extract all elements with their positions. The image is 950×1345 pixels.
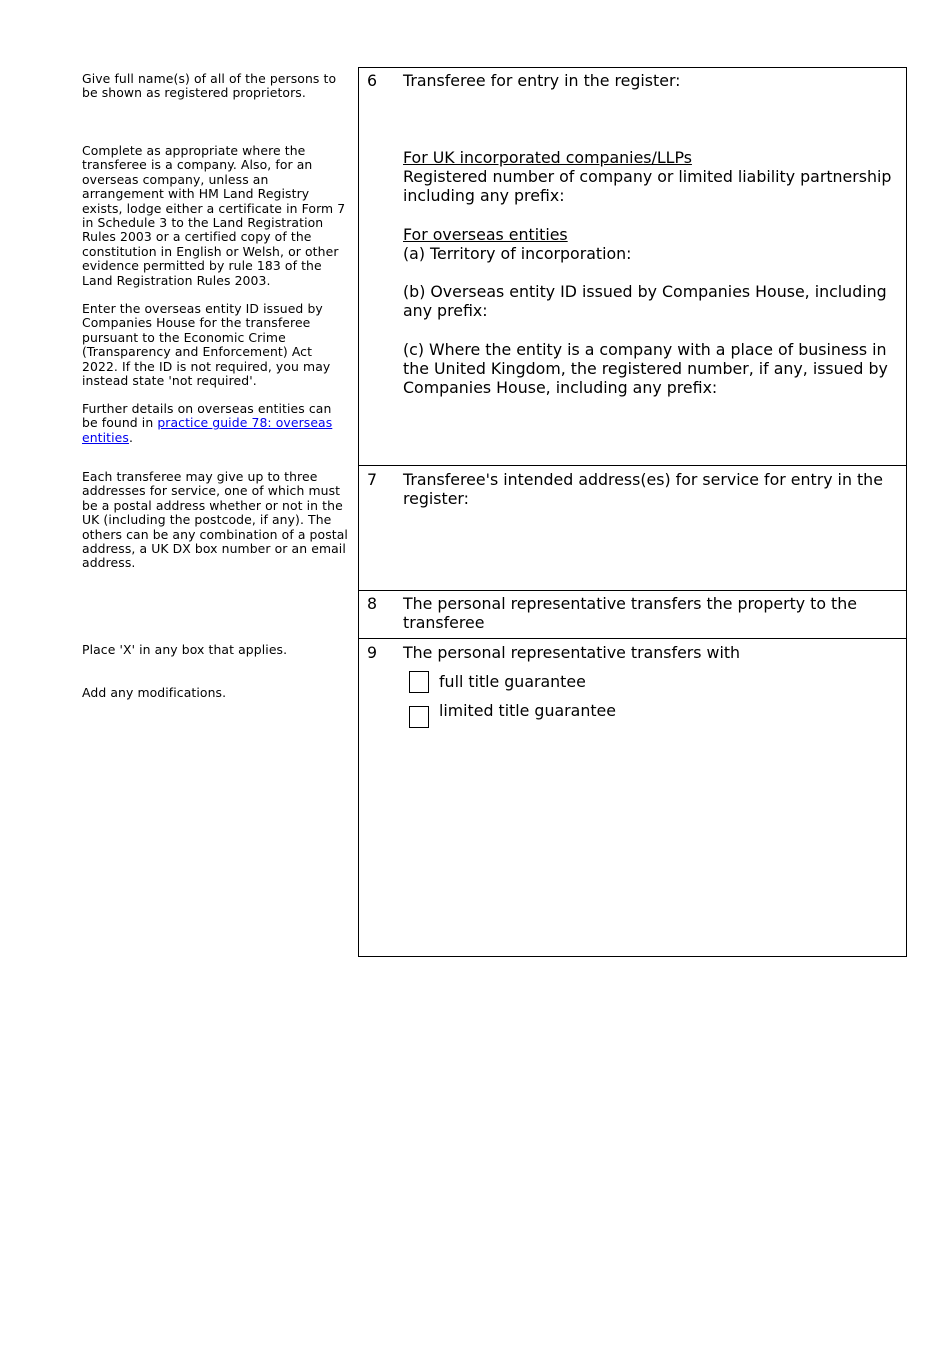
note-6b-text: Complete as appropriate where the transferee is a company. Also, for an overseas company, unless an arrangement with HM Land Registry exists, lodge either a certificate in Form 7 in Schedule 3 to the Land Registration Rules 2003 or a certified copy of the constitution in English or Welsh, or other evidence permitted by rule 183 of the Land Registration Rules 2003. (82, 143, 346, 288)
panel-6-uk-section[interactable] (403, 148, 893, 206)
note-addresses-for-service (82, 470, 348, 571)
note-overseas-entity-id (82, 302, 348, 388)
note-company-transferee (82, 144, 348, 288)
panel-divider-7-8 (358, 590, 907, 591)
limited-title-guarantee-label: limited title guarantee (439, 701, 616, 720)
limited-title-guarantee-checkbox[interactable] (409, 706, 429, 728)
note-7-text: Each transferee may give up to three addresses for service, one of which must be a postal address whether or not in the UK (including the postcode, if any). The others can be any combination of a postal address, a UK DX box number or an email address. (82, 469, 348, 571)
note-6a-text: Give full name(s) of all of the persons to be shown as registered proprietors. (82, 71, 337, 101)
panel-6-number: 6 (367, 71, 378, 90)
panel-7-number: 7 (367, 470, 378, 489)
panel-9-text: The personal representative transfers with (403, 643, 741, 662)
practice-guide-78-link[interactable]: practice guide 78: overseas entities (82, 415, 333, 445)
note-6d-paragraph (82, 402, 348, 445)
full-title-guarantee-label: full title guarantee (439, 672, 586, 691)
uk-place-of-business-label: (c) Where the entity is a company with a place of business in the United Kingdom, the registered number, if any, issued by Companies House, including any prefix: (403, 340, 888, 398)
uk-registered-number-label: Registered number of company or limited liability partnership including any prefix: (403, 167, 892, 206)
uk-companies-heading: For UK incorporated companies/LLPs (403, 148, 692, 167)
panel-8-text: The personal representative transfers the property to the transferee (403, 594, 857, 633)
overseas-entity-id-label: (b) Overseas entity ID issued by Companies House, including any prefix: (403, 282, 887, 321)
panel-divider-8-9 (358, 638, 907, 639)
note-9b-text: Add any modifications. (82, 685, 227, 700)
territory-of-incorporation-label: (a) Territory of incorporation: (403, 244, 632, 264)
overseas-entities-heading: For overseas entities (403, 225, 568, 244)
note-9a-text: Place 'X' in any box that applies. (82, 642, 288, 657)
panel-divider-6-7 (358, 465, 907, 466)
panel-7-title: Transferee's intended address(es) for service for entry in the register: (403, 470, 883, 509)
note-modifications (82, 686, 348, 700)
panel-9-number: 9 (367, 643, 378, 662)
note-6c-text: Enter the overseas entity ID issued by Companies House for the transferee pursuant to the Economic Crime (Transparency and Enforcement) Act 2022. If the ID is not required, you may instead state 'not required'. (82, 301, 331, 389)
note-place-x (82, 643, 348, 657)
note-6d-suffix: . (128, 429, 134, 445)
panel-8-number: 8 (367, 594, 378, 613)
note-registered-proprietors (82, 72, 348, 101)
panel-6-overseas-section[interactable] (403, 225, 893, 263)
note-further-details (82, 402, 348, 445)
note-6d-prefix: Further details on overseas entities can be found in (82, 401, 332, 431)
full-title-guarantee-checkbox[interactable] (409, 671, 429, 693)
panel-6-title: Transferee for entry in the register: (403, 71, 681, 90)
